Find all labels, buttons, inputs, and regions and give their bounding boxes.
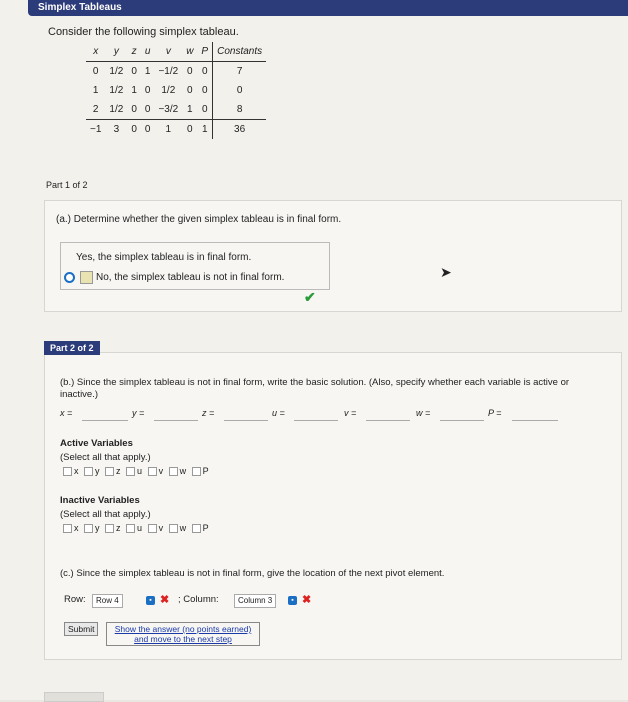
checkbox[interactable]: [126, 467, 135, 476]
table-cell: 36: [213, 120, 267, 140]
tableau-header: u: [141, 42, 155, 62]
table-cell: 1/2: [109, 104, 124, 115]
var-label-y: y =: [132, 408, 145, 418]
table-cell: 0: [131, 66, 137, 77]
table-cell: 1: [92, 85, 99, 96]
incorrect-x-icon: ✖: [302, 594, 312, 606]
checkbox-label: z: [116, 523, 121, 533]
question-b: (b.) Since the simplex tableau is not in final form, write the basic solution. (Also, specify whether each variable is active or inactive.): [60, 377, 570, 400]
checkbox-label: w: [179, 466, 187, 476]
checkbox-label: x: [74, 466, 79, 476]
checkbox-label: v: [158, 523, 164, 533]
table-cell: 1: [131, 85, 137, 96]
checkbox[interactable]: [63, 524, 72, 533]
question-c: (c.) Since the simplex tableau is not in final form, give the location of the next pivot element.: [60, 568, 445, 579]
inactive-variables-sub: (Select all that apply.): [60, 509, 151, 520]
checkbox[interactable]: [105, 524, 114, 533]
table-cell: 2: [92, 104, 99, 115]
checkbox-label: y: [95, 466, 100, 476]
checkbox[interactable]: [192, 467, 201, 476]
incorrect-x-icon: ✖: [160, 594, 170, 606]
input-z[interactable]: [224, 420, 268, 421]
checkbox[interactable]: [192, 524, 201, 533]
checkbox[interactable]: [84, 467, 93, 476]
table-cell: 0: [92, 66, 99, 77]
var-label-p: P =: [488, 408, 502, 418]
part2-label: Part 2 of 2: [44, 341, 100, 355]
table-cell: 3: [105, 120, 127, 140]
checkbox-label: P: [202, 466, 209, 476]
table-cell: 0: [201, 66, 208, 77]
table-cell: 1/2: [161, 85, 176, 96]
checkbox[interactable]: [105, 467, 114, 476]
option-no[interactable]: No, the simplex tableau is not in final form.: [96, 272, 285, 283]
table-cell: 0: [201, 85, 208, 96]
table-cell: −1: [86, 120, 105, 140]
var-label-w: w =: [416, 408, 431, 418]
inactive-checkbox-row: [60, 523, 209, 533]
checkbox-label: v: [158, 466, 164, 476]
checkbox-label: u: [137, 466, 143, 476]
table-cell: 0: [187, 66, 193, 77]
option-yes[interactable]: Yes, the simplex tableau is in final form.: [76, 252, 252, 263]
row-select[interactable]: Row 4: [92, 594, 123, 608]
column-select[interactable]: Column 3: [234, 594, 276, 608]
active-checkbox-row: [60, 466, 209, 476]
info-icon: ▪: [288, 596, 297, 605]
title-bar: [28, 0, 628, 16]
checkbox[interactable]: [169, 467, 178, 476]
checkbox-label: y: [95, 523, 100, 533]
mouse-pointer-icon: ➤: [440, 264, 452, 280]
radio-selected[interactable]: [64, 272, 75, 283]
checkbox[interactable]: [126, 524, 135, 533]
active-variables-title: Active Variables: [60, 438, 133, 449]
checkbox[interactable]: [148, 524, 157, 533]
checkbox[interactable]: [63, 467, 72, 476]
simplex-tableau: [86, 42, 266, 139]
table-cell: 0: [182, 120, 197, 140]
active-variables-sub: (Select all that apply.): [60, 452, 151, 463]
table-cell: 1: [187, 104, 193, 115]
table-cell: 1/2: [109, 66, 124, 77]
info-icon: ▪: [146, 596, 155, 605]
column-label: ; Column:: [178, 594, 219, 605]
tableau-header: z: [127, 42, 141, 62]
input-p[interactable]: [512, 420, 558, 421]
table-row: [86, 100, 266, 120]
input-u[interactable]: [294, 420, 338, 421]
input-w[interactable]: [440, 420, 484, 421]
tableau-header: w: [182, 42, 197, 62]
var-label-x: x =: [60, 408, 73, 418]
table-row: [86, 120, 266, 140]
table-row: [86, 62, 266, 82]
pencil-icon: [80, 271, 93, 284]
bottom-tab: [44, 692, 104, 702]
table-cell: 0: [131, 104, 137, 115]
var-label-u: u =: [272, 408, 285, 418]
tableau-header: y: [105, 42, 127, 62]
table-cell: 0: [201, 104, 208, 115]
table-cell: 0: [187, 85, 193, 96]
table-cell: 1: [144, 66, 151, 77]
table-cell: 0: [213, 81, 267, 100]
question-a: (a.) Determine whether the given simplex tableau is in final form.: [56, 214, 342, 225]
table-cell: 0: [127, 120, 141, 140]
checkbox-label: w: [179, 523, 187, 533]
input-y[interactable]: [154, 420, 198, 421]
checkbox-label: x: [74, 523, 79, 533]
tableau-header: Constants: [213, 42, 267, 62]
table-cell: 1: [154, 120, 182, 140]
input-v[interactable]: [366, 420, 410, 421]
table-cell: 1: [197, 120, 212, 140]
checkbox[interactable]: [148, 467, 157, 476]
checkbox-label: P: [202, 523, 209, 533]
table-cell: −1/2: [158, 66, 179, 77]
row-label: Row:: [64, 594, 86, 605]
tableau-header: v: [154, 42, 182, 62]
var-label-z: z =: [202, 408, 215, 418]
inactive-variables-title: Inactive Variables: [60, 495, 140, 506]
table-row: [86, 81, 266, 100]
tableau-header: P: [197, 42, 212, 62]
checkbox[interactable]: [84, 524, 93, 533]
var-label-v: v =: [344, 408, 357, 418]
table-cell: −3/2: [158, 104, 179, 115]
checkbox[interactable]: [169, 524, 178, 533]
show-answer-link[interactable]: Show the answer (no points earned) and move to the next step: [106, 622, 260, 646]
table-cell: 0: [141, 120, 155, 140]
table-cell: 0: [144, 85, 151, 96]
table-cell: 8: [213, 100, 267, 120]
table-cell: 0: [144, 104, 151, 115]
part1-label: Part 1 of 2: [46, 180, 88, 190]
table-cell: 1/2: [109, 85, 124, 96]
intro-text: Consider the following simplex tableau.: [48, 26, 239, 38]
checkbox-label: z: [116, 466, 121, 476]
input-x[interactable]: [82, 420, 128, 421]
window-title: Simplex Tableaus: [38, 2, 122, 13]
submit-button[interactable]: Submit: [64, 622, 98, 636]
table-cell: 7: [213, 62, 267, 82]
tableau-header: x: [86, 42, 105, 62]
basic-solution-row: [60, 408, 620, 422]
check-icon: ✔: [304, 289, 316, 305]
checkbox-label: u: [137, 523, 143, 533]
